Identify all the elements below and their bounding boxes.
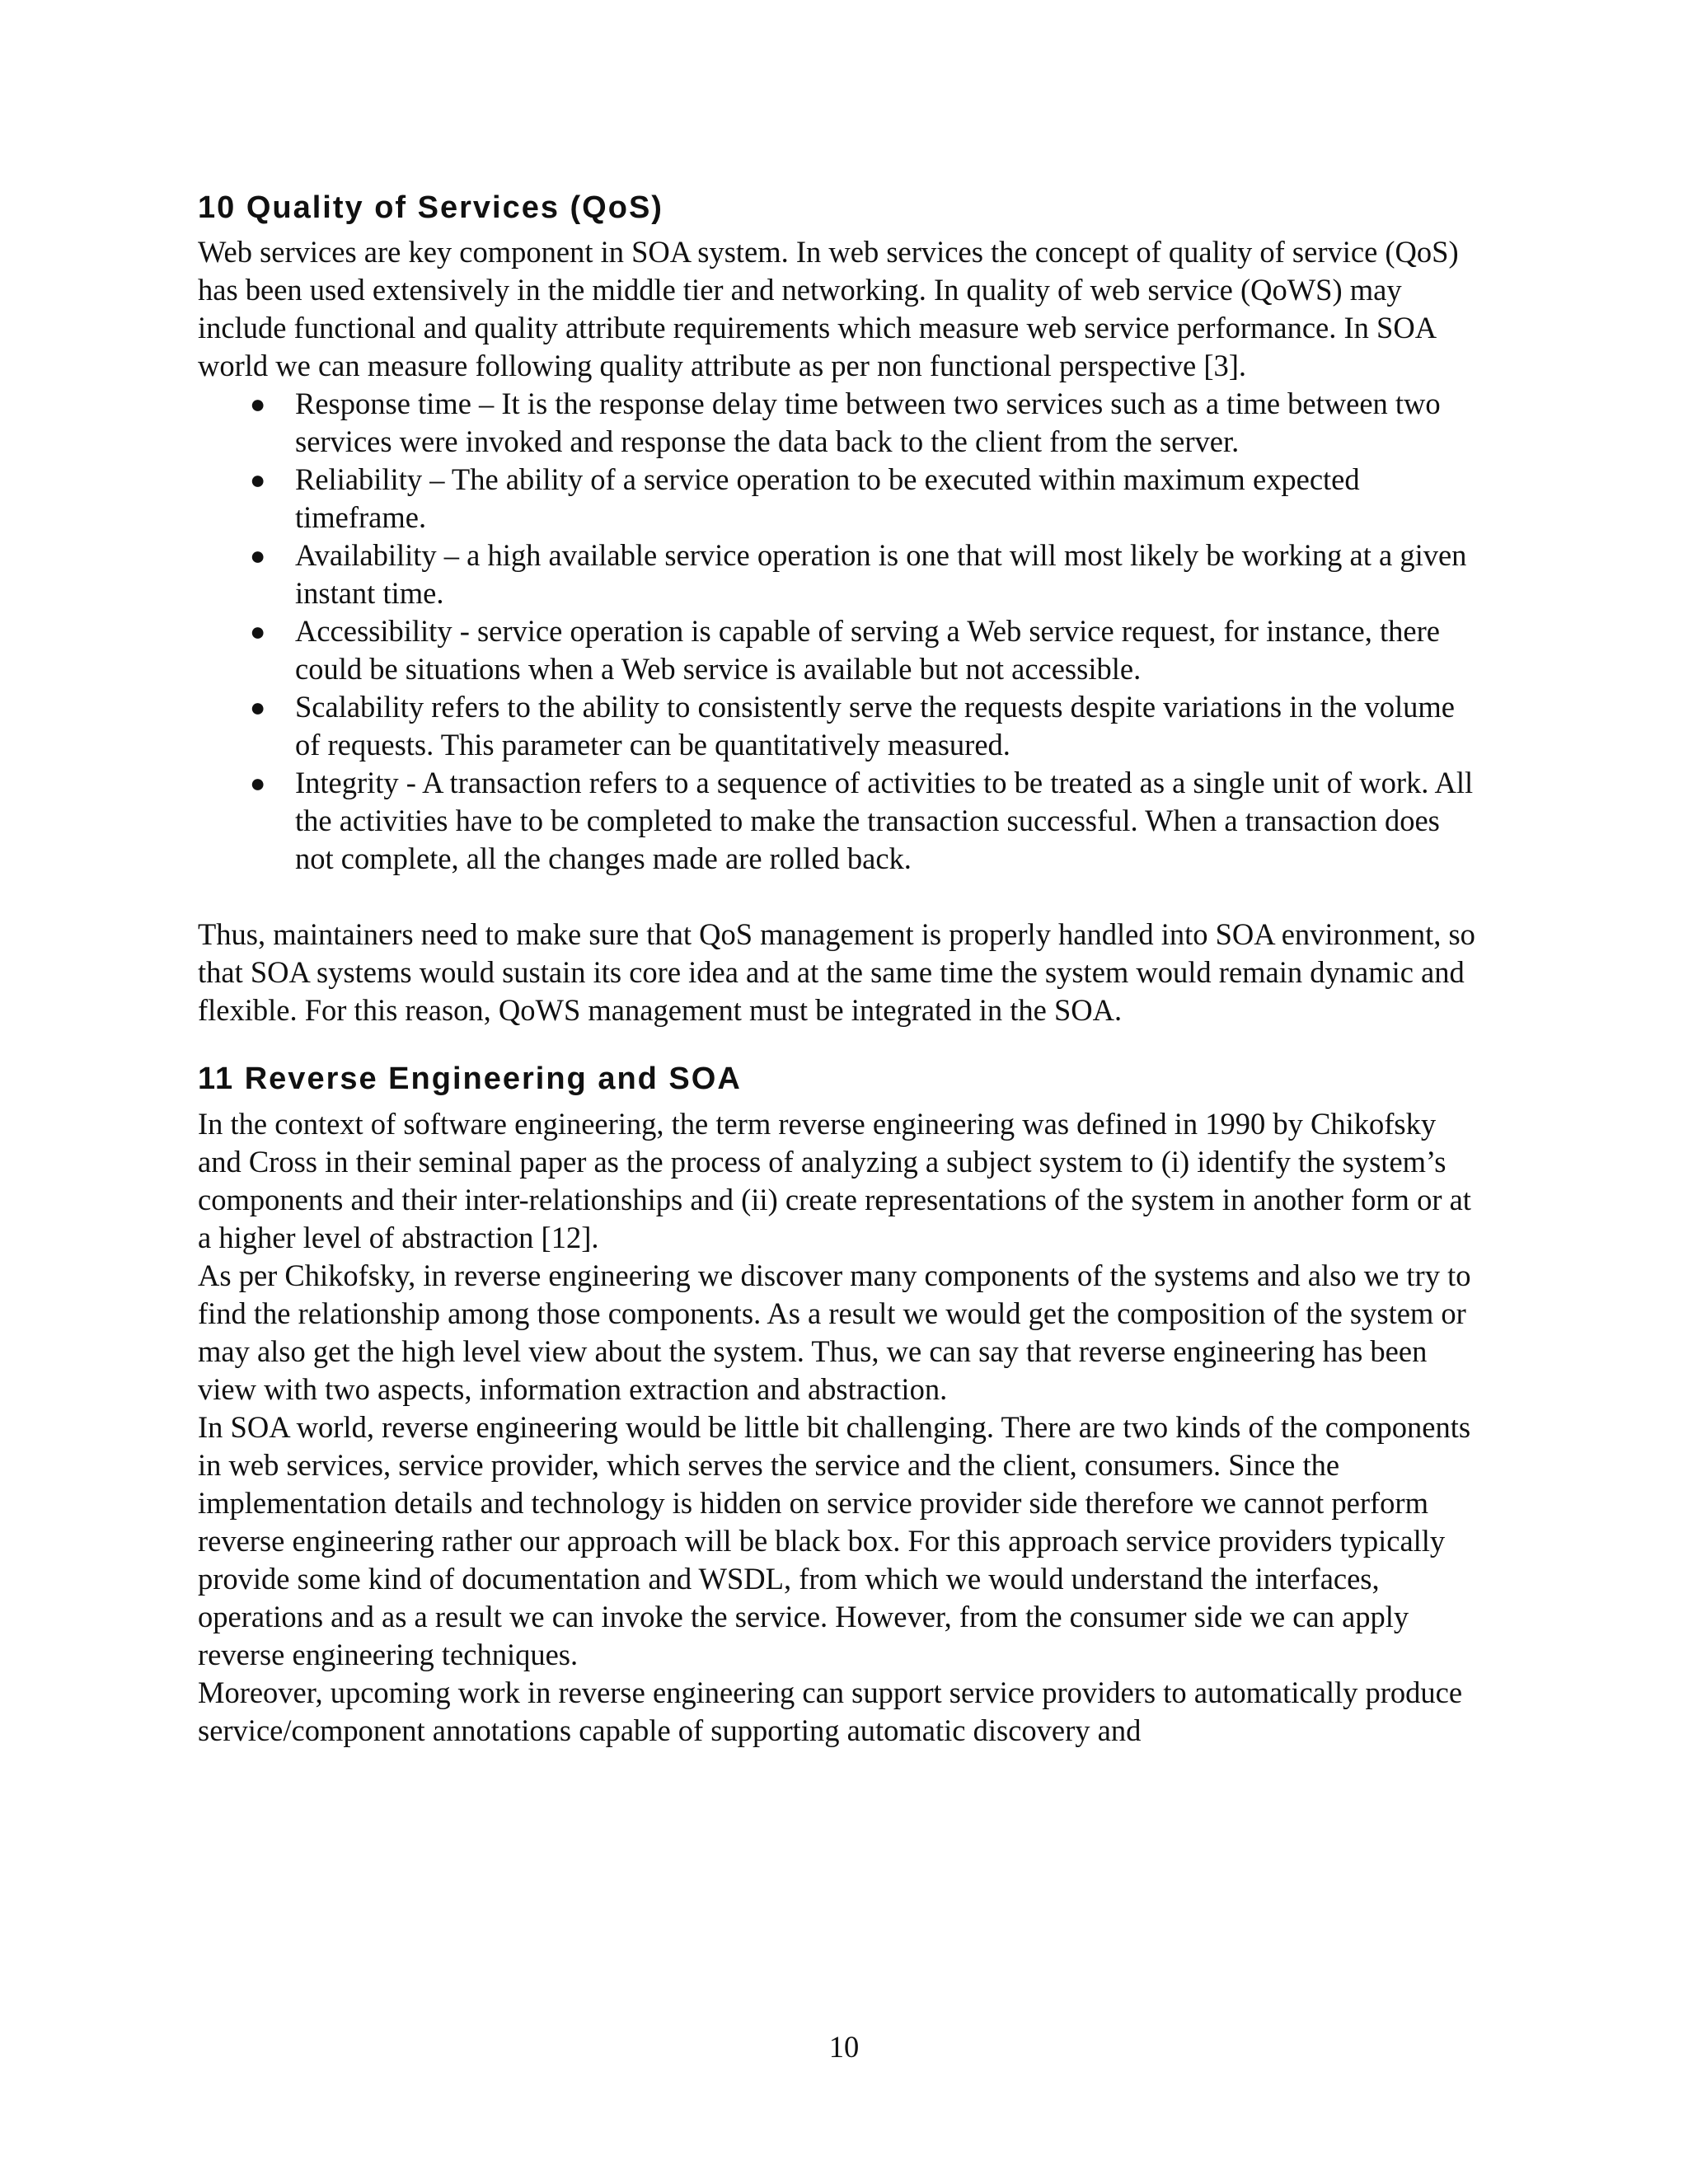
section-10-intro: Web services are key component in SOA system. In web services the concept of quality of service (QoS) has been used extensively in the middle tier and networking. In quality of web service (QoWS) may include functional and quality attribute requirements which measure web service performance. In SOA world we can measure following quality attribute as per non functional perspective [3].	[198, 235, 1459, 383]
list-item-text: Response time – It is the response delay time between two services such as a time between two services were invoked and response the data back to the client from the server.	[295, 387, 1441, 459]
list-item-text: Reliability – The ability of a service operation to be executed within maximum expected timeframe.	[295, 462, 1360, 535]
section-10-heading: 10 Quality of Services (QoS)	[198, 190, 663, 225]
bullet-icon: ●	[250, 692, 266, 723]
section-11-paragraph-2: As per Chikofsky, in reverse engineering we discover many components of the systems and also we try to find the relationship among those components. As a result we would get the composition of the system or may also get the high level view about the system. Thus, we can say that reverse engineering has been view with two aspects, information extraction and abstraction.	[198, 1258, 1471, 1406]
bullet-icon: ●	[250, 389, 266, 419]
list-item-text: Scalability refers to the ability to consistently serve the requests despite variations in the volume of requests. This parameter can be quantitatively measured.	[295, 690, 1455, 762]
section-11-paragraph-1: In the context of software engineering, the term reverse engineering was defined in 1990 by Chikofsky and Cross in their seminal paper as the process of analyzing a subject system to (i) identify the system’s components and their inter-relationships and (ii) create representations of the system in another form or at a higher level of abstraction [12].	[198, 1106, 1471, 1254]
paragraph-spacer	[198, 878, 1484, 916]
section-11-paragraph-4: Moreover, upcoming work in reverse engineering can support service providers to automatically produce service/component annotations capable of supporting automatic discovery and	[198, 1675, 1463, 1747]
section-11-heading: 11 Reverse Engineering and SOA	[198, 1062, 742, 1097]
list-item	[250, 385, 1484, 461]
list-item-text: Integrity - A transaction refers to a sequence of activities to be treated as a single unit of work. All the activities have to be completed to make the transaction successful. When a transaction does not complete, all the changes made are rolled back.	[295, 766, 1474, 876]
list-item	[250, 537, 1484, 612]
document-page	[198, 188, 1484, 1750]
section-10-conclusion: Thus, maintainers need to make sure that QoS management is properly handled into SOA environment, so that SOA systems would sustain its core idea and at the same time the system would remain dynamic and flexible. For this reason, QoWS management must be integrated in the SOA.	[198, 917, 1475, 1028]
list-item	[250, 612, 1484, 688]
qos-attribute-list	[198, 385, 1484, 878]
section-11-paragraph-3: In SOA world, reverse engineering would be little bit challenging. There are two kinds of the components in web services, service provider, which serves the service and the client, consumers. Since the implementation details and technology is hidden on service provider side therefore we cannot perform reverse engineering rather our approach will be black box. For this approach service providers typically provide some kind of documentation and WSDL, from which we would understand the interfaces, operations and as a result we can invoke the service. However, from the consumer side we can apply reverse engineering techniques.	[198, 1409, 1471, 1671]
bullet-icon: ●	[250, 616, 266, 647]
list-item	[250, 688, 1484, 764]
list-item	[250, 764, 1484, 878]
list-item-text: Accessibility - service operation is capable of serving a Web service request, for instance, there could be situations when a Web service is available but not accessible.	[295, 614, 1440, 687]
bullet-icon: ●	[250, 541, 266, 571]
list-item	[250, 461, 1484, 537]
list-item-text: Availability – a high available service operation is one that will most likely be working at a given instant time.	[295, 538, 1467, 611]
page-number: 10	[828, 2030, 860, 2064]
bullet-icon: ●	[250, 465, 266, 495]
bullet-icon: ●	[250, 768, 266, 799]
